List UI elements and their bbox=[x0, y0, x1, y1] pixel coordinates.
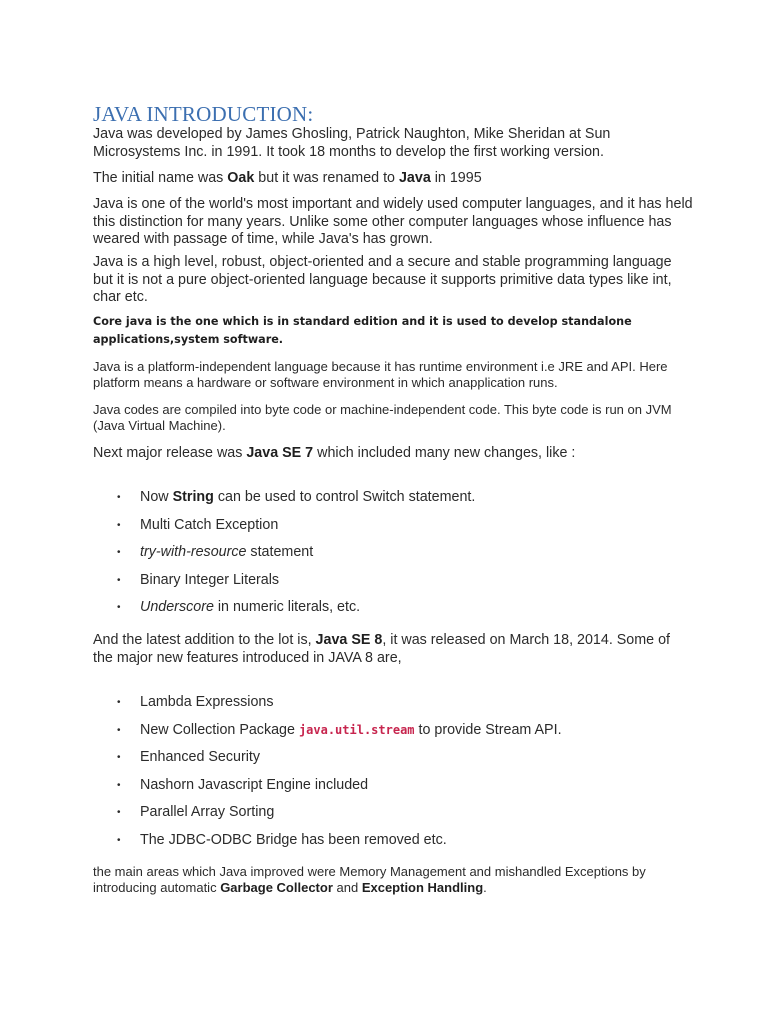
paragraph-initial-name bbox=[93, 170, 693, 188]
text: but it was renamed to bbox=[254, 170, 399, 186]
text: and bbox=[332, 880, 362, 895]
list-item bbox=[93, 749, 693, 777]
text: Enhanced Security bbox=[140, 749, 261, 765]
text: . bbox=[483, 880, 487, 895]
paragraph-java-se8 bbox=[93, 632, 693, 667]
bullet-icon: • bbox=[117, 492, 121, 503]
list-item bbox=[93, 722, 693, 750]
list-item bbox=[93, 544, 693, 572]
text: in 1995 bbox=[430, 170, 482, 186]
paragraph-history: Java was developed by James Ghosling, Patrick Naughton, Mike Sheridan at Sun Microsystems Inc. in 1991. It took 18 months to develop the first working version. bbox=[93, 126, 611, 160]
list-item bbox=[93, 572, 693, 600]
italic-underscore: Underscore bbox=[140, 599, 214, 615]
bullet-icon: • bbox=[117, 602, 121, 613]
list-item bbox=[93, 804, 693, 832]
list-item bbox=[93, 777, 693, 805]
text: Nashorn Javascript Engine included bbox=[140, 776, 369, 793]
text: Multi Catch Exception bbox=[140, 516, 279, 533]
bullet-icon: • bbox=[117, 574, 121, 586]
page-title: JAVA INTRODUCTION: bbox=[93, 102, 314, 126]
italic-try-with-resource: try-with-resource bbox=[140, 544, 247, 560]
bold-oak: Oak bbox=[227, 170, 255, 186]
bold-java: Java bbox=[398, 170, 431, 186]
text: to provide Stream API. bbox=[414, 721, 562, 738]
bold-exception-handling: Exception Handling bbox=[361, 880, 484, 895]
bullet-icon: • bbox=[117, 834, 121, 846]
text: Next major release was bbox=[93, 445, 247, 461]
text: The initial name was bbox=[93, 170, 228, 186]
paragraph-importance: Java is one of the world's most important and widely used computer languages, and it has held this distinction for many years. Unlike some other computer languages whose influence has weared with passage of time, while Java's has grown. bbox=[93, 196, 693, 247]
text: statement bbox=[246, 544, 314, 560]
text: And the latest addition to the lot is, bbox=[93, 632, 316, 648]
bullet-icon: • bbox=[117, 724, 121, 736]
bullet-icon: • bbox=[117, 547, 121, 558]
text: New Collection Package bbox=[140, 721, 299, 738]
paragraph-high-level: Java is a high level, robust, object-oriented and a secure and stable programming language but it is not a pure object-oriented language because it supports primitive data types like int, char etc. bbox=[93, 254, 672, 305]
text: Binary Integer Literals bbox=[140, 571, 280, 588]
text: which included many new changes, like : bbox=[313, 445, 576, 461]
paragraph-java-se7 bbox=[93, 445, 693, 463]
bullet-icon: • bbox=[117, 752, 121, 763]
list-item bbox=[93, 694, 693, 722]
list-item bbox=[93, 489, 693, 517]
bullet-icon: • bbox=[117, 779, 121, 791]
java8-features-list bbox=[93, 694, 693, 859]
paragraph-improvements bbox=[93, 864, 693, 896]
bold-string: String bbox=[172, 489, 214, 505]
bullet-icon: • bbox=[117, 519, 121, 531]
java7-features-list bbox=[93, 489, 693, 627]
bold-java-se7: Java SE 7 bbox=[246, 445, 314, 461]
paragraph-core-java: Core java is the one which is in standard edition and it is used to develop standalone applications,system software. bbox=[93, 315, 632, 346]
text: in numeric literals, etc. bbox=[213, 599, 361, 615]
text: Now bbox=[140, 489, 173, 505]
bullet-icon: • bbox=[117, 807, 121, 818]
text: The JDBC-ODBC Bridge has been removed etc. bbox=[140, 831, 447, 848]
list-item bbox=[93, 517, 693, 545]
text: Lambda Expressions bbox=[140, 694, 274, 710]
paragraph-bytecode: Java codes are compiled into byte code or machine-independent code. This byte code is run on JVM (Java Virtual Machine). bbox=[93, 402, 672, 433]
text: , it was released on March 18, 2014. Some of the major new features introduced in JAVA 8 are, bbox=[93, 632, 671, 666]
list-item bbox=[93, 599, 693, 627]
paragraph-platform: Java is a platform-independent language because it has runtime environment i.e JRE and API. Here platform means a hardware or software environment in which anapplication runs. bbox=[93, 359, 668, 390]
bold-java-se8: Java SE 8 bbox=[315, 632, 383, 648]
text: the main areas which Java improved were Memory Management and mishandled Exceptions by introducing automatic bbox=[93, 864, 646, 895]
list-item bbox=[93, 832, 693, 860]
text: Parallel Array Sorting bbox=[140, 804, 275, 820]
code-java-util-stream: java.util.stream bbox=[298, 722, 415, 737]
bold-garbage-collector: Garbage Collector bbox=[220, 880, 333, 895]
bullet-icon: • bbox=[117, 697, 121, 708]
text: can be used to control Switch statement. bbox=[213, 489, 476, 505]
